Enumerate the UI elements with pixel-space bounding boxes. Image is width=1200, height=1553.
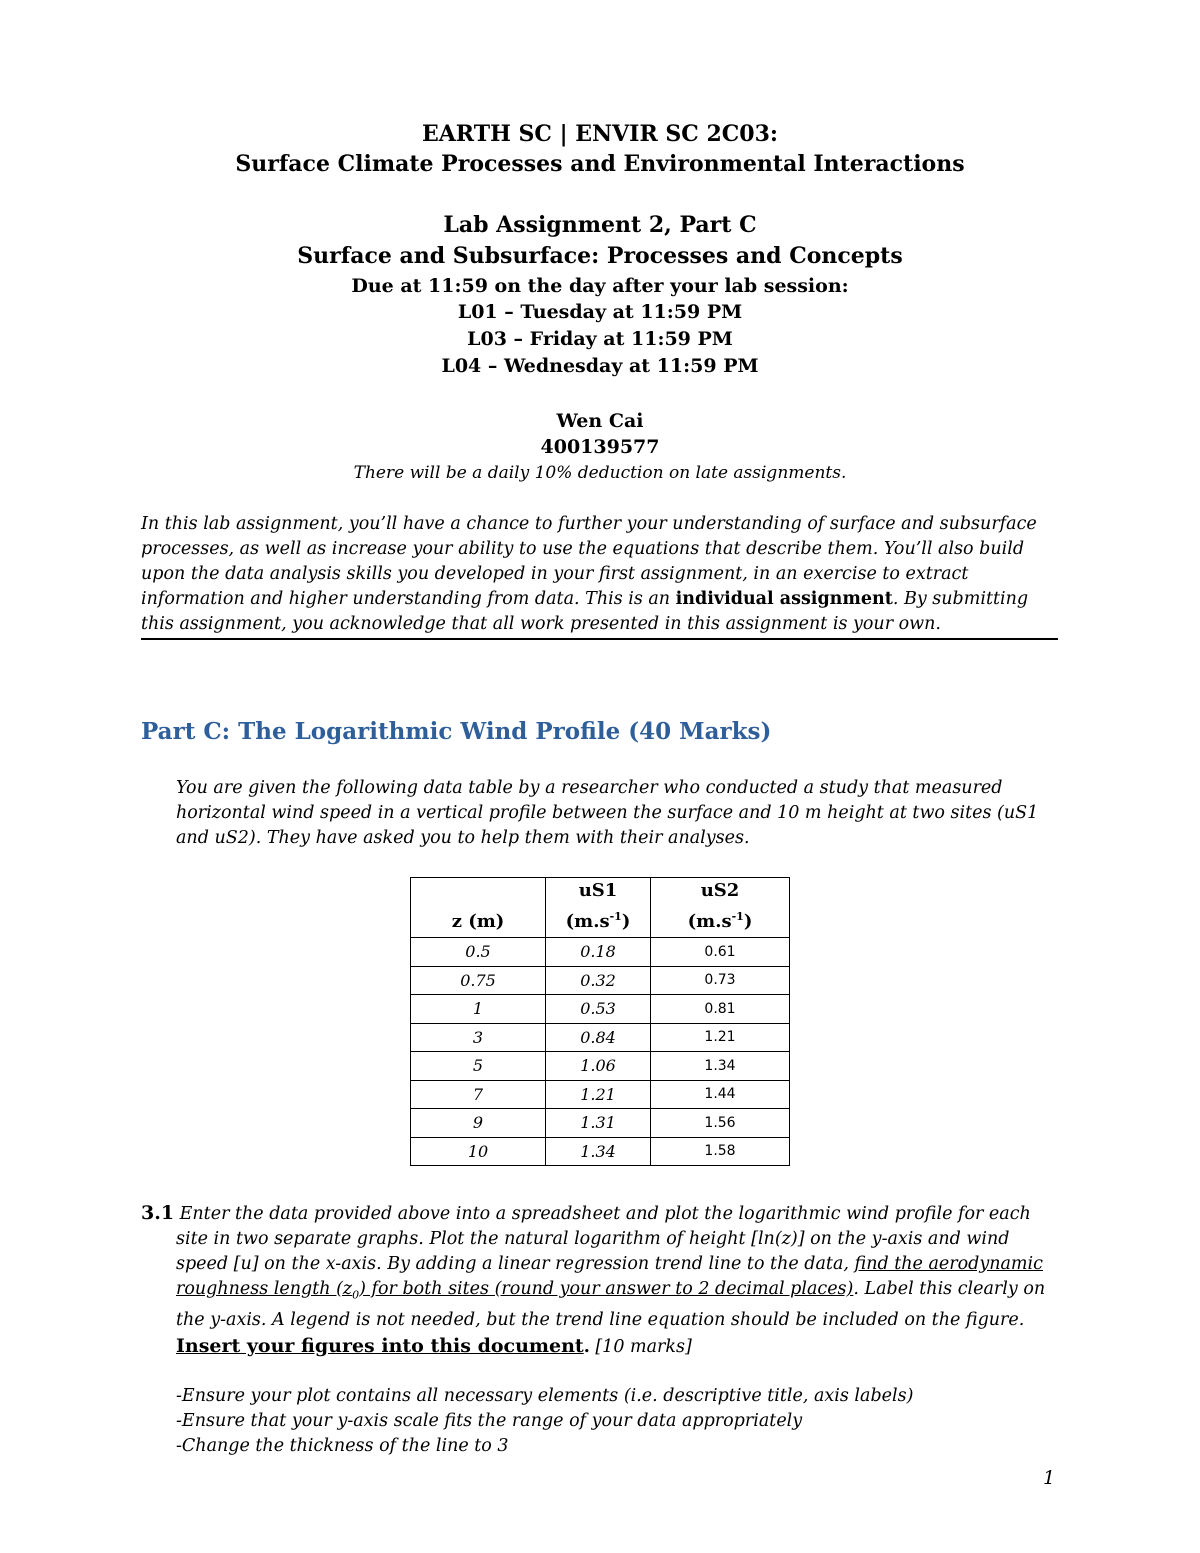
student-id: 400139577	[540, 436, 660, 458]
individual-assignment-emphasis: individual assignment	[675, 589, 893, 609]
assignment-title: Lab Assignment 2, Part C	[443, 212, 757, 238]
requirement-item: -Ensure that your y-axis scale fits the range of your data appropriately	[176, 1411, 803, 1431]
table-row: 10 1.34 1.58	[411, 1137, 790, 1166]
divider	[141, 638, 1058, 640]
table-row: 1 0.53 0.81	[411, 995, 790, 1024]
table-row: 9 1.31 1.56	[411, 1109, 790, 1138]
table-row: 7 1.21 1.44	[411, 1080, 790, 1109]
table-row: 3 0.84 1.21	[411, 1023, 790, 1052]
desc-line: You are given the following data table by a researcher who conducted a study that measured	[176, 778, 1003, 798]
due-intro: Due at 11:59 on the day after your lab session:	[351, 275, 849, 297]
intro-line: upon the data analysis skills you developed in your first assignment, in an exercise to extract	[141, 564, 969, 584]
course-title: Surface Climate Processes and Environmental Interactions	[235, 151, 965, 177]
intro-paragraph	[141, 512, 1071, 637]
assignment-subtitle: Surface and Subsurface: Processes and Concepts	[297, 243, 903, 269]
plot-requirements	[176, 1384, 913, 1459]
table-row: 5 1.06 1.34	[411, 1052, 790, 1081]
part-c-description	[176, 776, 1076, 851]
question-number: 3.1	[141, 1202, 175, 1224]
intro-line: information and higher understanding from data. This is an individual assignment. By submitting	[141, 589, 1029, 609]
intro-line: In this lab assignment, you’ll have a chance to further your understanding of surface and subsurface	[141, 514, 1037, 534]
table-row: 0.5 0.18 0.61	[411, 938, 790, 967]
table-row: 0.75 0.32 0.73	[411, 966, 790, 995]
student-name: Wen Cai	[556, 410, 644, 432]
header-us2: uS2 $(m.s^{-1})$	[651, 878, 790, 938]
section-title: Part C: The Logarithmic Wind Profile (40 Marks)	[141, 718, 772, 745]
late-note: There will be a daily 10% deduction on late assignments.	[353, 463, 847, 483]
desc-line: horizontal wind speed in a vertical profile between the surface and 10 m height at two sites (uS1	[176, 803, 1039, 823]
requirement-item: -Change the thickness of the line to 3	[176, 1436, 509, 1456]
due-l04: L04 – Wednesday at 11:59 PM	[441, 355, 759, 377]
insert-figures-instruction: Insert your figures into this document	[176, 1334, 584, 1357]
due-l01: L01 – Tuesday at 11:59 PM	[457, 301, 743, 323]
header-us1: uS1 $(m.s^{-1})$	[546, 878, 651, 938]
intro-line: processes, as well as increase your ability to use the equations that describe them. You’ll also build	[141, 539, 1025, 559]
question-3-1: 3.1 Enter the data provided above into a spreadsheet and plot the logarithmic wind profile for each site in two separate graphs. Plot the natural logarithm of height [ln(z)] on the y-axis and wind speed [u] on the x-axis. By adding a linear regression trend line to the data, find the aerodynamic roughness length $(z_0)$ for both sites (round your answer to 2 decimal places). Label this clearly on the y-axis. A legend is not needed, but the trend line equation should be included on the figure. Insert your figures into this document. [10 marks]	[141, 1202, 1046, 1357]
wind-speed-table	[410, 877, 790, 1166]
requirement-item: -Ensure your plot contains all necessary elements (i.e. descriptive title, axis labels)	[176, 1386, 914, 1406]
course-code: EARTH SC | ENVIR SC 2C03:	[421, 121, 779, 147]
intro-line: this assignment, you acknowledge that all work presented in this assignment is your own.	[141, 614, 941, 634]
desc-line: and uS2). They have asked you to help them with their analyses.	[176, 828, 750, 848]
header-z: z (m)	[411, 878, 546, 938]
table-header-row	[411, 878, 790, 938]
due-l03: L03 – Friday at 11:59 PM	[467, 328, 733, 350]
page-number: 1	[1043, 1467, 1056, 1489]
